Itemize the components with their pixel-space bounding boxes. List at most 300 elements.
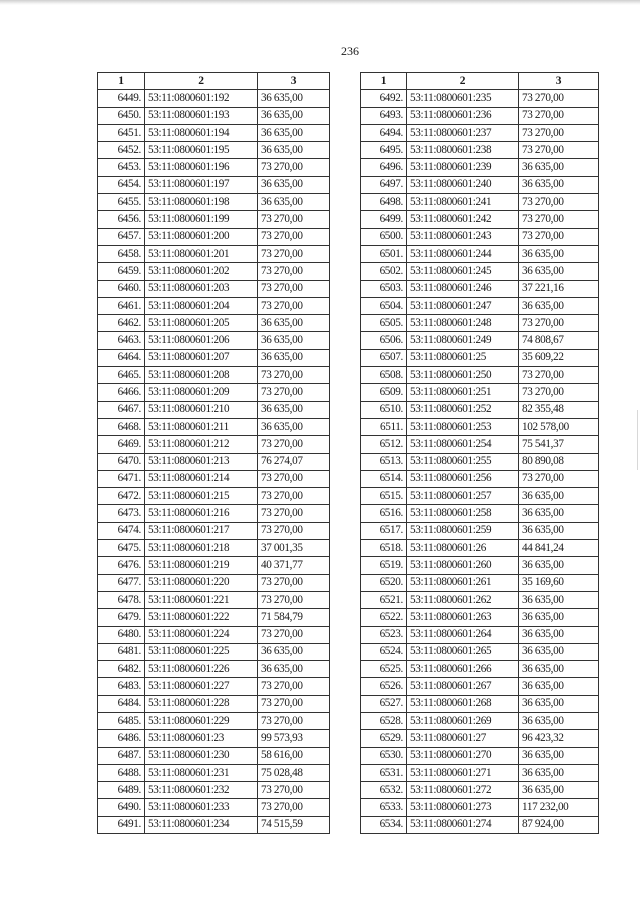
value: 87 924,00 xyxy=(519,816,599,833)
value: 73 270,00 xyxy=(258,574,330,591)
table-row xyxy=(361,418,599,435)
table-row xyxy=(361,488,599,505)
row-number: 6516. xyxy=(361,505,407,522)
row-number: 6520. xyxy=(361,574,407,591)
cadastral-number: 53:11:0800601:196 xyxy=(145,159,258,176)
table-row xyxy=(98,799,330,816)
table-row xyxy=(98,228,330,245)
value: 36 635,00 xyxy=(519,661,599,678)
row-number: 6455. xyxy=(98,194,145,211)
table-row xyxy=(361,245,599,262)
row-number: 6470. xyxy=(98,453,145,470)
value: 36 635,00 xyxy=(519,557,599,574)
row-number: 6523. xyxy=(361,626,407,643)
value: 73 270,00 xyxy=(258,367,330,384)
cadastral-number: 53:11:0800601:202 xyxy=(145,263,258,280)
cadastral-number: 53:11:0800601:222 xyxy=(145,609,258,626)
row-number: 6532. xyxy=(361,782,407,799)
cadastral-number: 53:11:0800601:230 xyxy=(145,747,258,764)
cadastral-number: 53:11:0800601:245 xyxy=(407,263,519,280)
cadastral-number: 53:11:0800601:201 xyxy=(145,245,258,262)
row-number: 6527. xyxy=(361,695,407,712)
row-number: 6476. xyxy=(98,557,145,574)
cadastral-number: 53:11:0800601:249 xyxy=(407,332,519,349)
value: 117 232,00 xyxy=(519,799,599,816)
table-row xyxy=(361,730,599,747)
row-number: 6504. xyxy=(361,297,407,314)
value: 75 028,48 xyxy=(258,764,330,781)
row-number: 6503. xyxy=(361,280,407,297)
cadastral-number: 53:11:0800601:26 xyxy=(407,540,519,557)
cadastral-number: 53:11:0800601:228 xyxy=(145,695,258,712)
cadastral-number: 53:11:0800601:231 xyxy=(145,764,258,781)
row-number: 6473. xyxy=(98,505,145,522)
row-number: 6463. xyxy=(98,332,145,349)
cadastral-number: 53:11:0800601:215 xyxy=(145,488,258,505)
column-header-1: 1 xyxy=(361,73,407,90)
cadastral-number: 53:11:0800601:256 xyxy=(407,470,519,487)
table-row xyxy=(361,678,599,695)
cadastral-number: 53:11:0800601:25 xyxy=(407,349,519,366)
cadastral-number: 53:11:0800601:220 xyxy=(145,574,258,591)
table-row xyxy=(361,799,599,816)
value: 36 635,00 xyxy=(519,245,599,262)
row-number: 6517. xyxy=(361,522,407,539)
value: 37 001,35 xyxy=(258,540,330,557)
table-row xyxy=(98,470,330,487)
table-row xyxy=(98,678,330,695)
right-table xyxy=(360,72,599,834)
value: 36 635,00 xyxy=(519,159,599,176)
cadastral-number: 53:11:0800601:240 xyxy=(407,176,519,193)
value: 36 635,00 xyxy=(258,349,330,366)
cadastral-number: 53:11:0800601:263 xyxy=(407,609,519,626)
row-number: 6482. xyxy=(98,661,145,678)
value: 73 270,00 xyxy=(519,90,599,107)
cadastral-number: 53:11:0800601:242 xyxy=(407,211,519,228)
table-row xyxy=(361,297,599,314)
value: 73 270,00 xyxy=(258,522,330,539)
table-row xyxy=(98,453,330,470)
row-number: 6500. xyxy=(361,228,407,245)
value: 36 635,00 xyxy=(519,626,599,643)
value: 80 890,08 xyxy=(519,453,599,470)
value: 73 270,00 xyxy=(258,695,330,712)
table-row xyxy=(361,453,599,470)
table-row xyxy=(361,349,599,366)
row-number: 6494. xyxy=(361,124,407,141)
cadastral-number: 53:11:0800601:253 xyxy=(407,418,519,435)
table-row xyxy=(361,574,599,591)
row-number: 6467. xyxy=(98,401,145,418)
value: 36 635,00 xyxy=(519,488,599,505)
table-row xyxy=(361,609,599,626)
table-row xyxy=(98,747,330,764)
table-row xyxy=(361,782,599,799)
table-row xyxy=(361,747,599,764)
table-row xyxy=(98,401,330,418)
value: 73 270,00 xyxy=(519,228,599,245)
value: 73 270,00 xyxy=(519,367,599,384)
value: 36 635,00 xyxy=(258,90,330,107)
row-number: 6498. xyxy=(361,194,407,211)
row-number: 6488. xyxy=(98,764,145,781)
cadastral-number: 53:11:0800601:248 xyxy=(407,315,519,332)
cadastral-number: 53:11:0800601:271 xyxy=(407,764,519,781)
table-row xyxy=(361,176,599,193)
value: 58 616,00 xyxy=(258,747,330,764)
value: 73 270,00 xyxy=(258,626,330,643)
cadastral-number: 53:11:0800601:227 xyxy=(145,678,258,695)
table-row xyxy=(98,194,330,211)
value: 44 841,24 xyxy=(519,540,599,557)
cadastral-number: 53:11:0800601:261 xyxy=(407,574,519,591)
cadastral-number: 53:11:0800601:207 xyxy=(145,349,258,366)
table-row xyxy=(98,557,330,574)
row-number: 6453. xyxy=(98,159,145,176)
cadastral-number: 53:11:0800601:247 xyxy=(407,297,519,314)
row-number: 6530. xyxy=(361,747,407,764)
cadastral-number: 53:11:0800601:27 xyxy=(407,730,519,747)
cadastral-number: 53:11:0800601:251 xyxy=(407,384,519,401)
row-number: 6525. xyxy=(361,661,407,678)
row-number: 6451. xyxy=(98,124,145,141)
left-table-body xyxy=(98,90,330,834)
left-table xyxy=(97,72,330,834)
row-number: 6528. xyxy=(361,712,407,729)
cadastral-number: 53:11:0800601:234 xyxy=(145,816,258,833)
cadastral-number: 53:11:0800601:236 xyxy=(407,107,519,124)
cadastral-number: 53:11:0800601:218 xyxy=(145,540,258,557)
cadastral-number: 53:11:0800601:203 xyxy=(145,280,258,297)
cadastral-number: 53:11:0800601:262 xyxy=(407,591,519,608)
column-header-3: 3 xyxy=(258,73,330,90)
value: 36 635,00 xyxy=(519,782,599,799)
cadastral-number: 53:11:0800601:258 xyxy=(407,505,519,522)
value: 73 270,00 xyxy=(258,211,330,228)
cadastral-number: 53:11:0800601:239 xyxy=(407,159,519,176)
table-row xyxy=(98,712,330,729)
row-number: 6492. xyxy=(361,90,407,107)
table-row xyxy=(361,591,599,608)
value: 35 609,22 xyxy=(519,349,599,366)
cadastral-number: 53:11:0800601:233 xyxy=(145,799,258,816)
value: 35 169,60 xyxy=(519,574,599,591)
value: 36 635,00 xyxy=(519,591,599,608)
value: 73 270,00 xyxy=(519,211,599,228)
row-number: 6519. xyxy=(361,557,407,574)
margin-mark xyxy=(637,410,638,470)
cadastral-number: 53:11:0800601:243 xyxy=(407,228,519,245)
table-row xyxy=(98,522,330,539)
cadastral-number: 53:11:0800601:267 xyxy=(407,678,519,695)
row-number: 6459. xyxy=(98,263,145,280)
row-number: 6515. xyxy=(361,488,407,505)
table-row xyxy=(361,194,599,211)
cadastral-number: 53:11:0800601:192 xyxy=(145,90,258,107)
cadastral-number: 53:11:0800601:214 xyxy=(145,470,258,487)
value: 36 635,00 xyxy=(519,712,599,729)
row-number: 6495. xyxy=(361,142,407,159)
value: 73 270,00 xyxy=(258,470,330,487)
row-number: 6481. xyxy=(98,643,145,660)
value: 73 270,00 xyxy=(258,799,330,816)
row-number: 6478. xyxy=(98,591,145,608)
table-row xyxy=(98,609,330,626)
cadastral-number: 53:11:0800601:199 xyxy=(145,211,258,228)
cadastral-number: 53:11:0800601:204 xyxy=(145,297,258,314)
value: 36 635,00 xyxy=(258,142,330,159)
table-row xyxy=(98,263,330,280)
right-table-header xyxy=(361,73,599,90)
cadastral-number: 53:11:0800601:209 xyxy=(145,384,258,401)
row-number: 6489. xyxy=(98,782,145,799)
value: 36 635,00 xyxy=(258,661,330,678)
cadastral-number: 53:11:0800601:219 xyxy=(145,557,258,574)
scan-edge-artifact xyxy=(0,0,640,5)
cadastral-number: 53:11:0800601:226 xyxy=(145,661,258,678)
table-row xyxy=(361,540,599,557)
row-number: 6518. xyxy=(361,540,407,557)
table-row xyxy=(361,643,599,660)
table-row xyxy=(98,695,330,712)
row-number: 6483. xyxy=(98,678,145,695)
row-number: 6460. xyxy=(98,280,145,297)
cadastral-number: 53:11:0800601:200 xyxy=(145,228,258,245)
page-number: 236 xyxy=(341,44,359,58)
row-number: 6462. xyxy=(98,315,145,332)
value: 71 584,79 xyxy=(258,609,330,626)
value: 36 635,00 xyxy=(258,315,330,332)
table-row xyxy=(98,626,330,643)
table-row xyxy=(361,695,599,712)
table-row xyxy=(98,643,330,660)
table-row xyxy=(98,245,330,262)
row-number: 6471. xyxy=(98,470,145,487)
table-row xyxy=(361,159,599,176)
table-row xyxy=(361,315,599,332)
cadastral-number: 53:11:0800601:272 xyxy=(407,782,519,799)
table-row xyxy=(98,730,330,747)
table-row xyxy=(98,574,330,591)
table-row xyxy=(361,280,599,297)
table-row xyxy=(98,505,330,522)
cadastral-number: 53:11:0800601:266 xyxy=(407,661,519,678)
value: 36 635,00 xyxy=(519,505,599,522)
value: 73 270,00 xyxy=(519,107,599,124)
right-table-body xyxy=(361,90,599,834)
value: 36 635,00 xyxy=(519,263,599,280)
value: 36 635,00 xyxy=(258,643,330,660)
value: 36 635,00 xyxy=(258,176,330,193)
cadastral-number: 53:11:0800601:235 xyxy=(407,90,519,107)
table-row xyxy=(98,159,330,176)
row-number: 6457. xyxy=(98,228,145,245)
row-number: 6472. xyxy=(98,488,145,505)
table-row xyxy=(361,142,599,159)
row-number: 6452. xyxy=(98,142,145,159)
row-number: 6522. xyxy=(361,609,407,626)
cadastral-number: 53:11:0800601:252 xyxy=(407,401,519,418)
value: 36 635,00 xyxy=(519,747,599,764)
cadastral-number: 53:11:0800601:255 xyxy=(407,453,519,470)
column-header-2: 2 xyxy=(407,73,519,90)
value: 96 423,32 xyxy=(519,730,599,747)
cadastral-number: 53:11:0800601:211 xyxy=(145,418,258,435)
row-number: 6477. xyxy=(98,574,145,591)
cadastral-number: 53:11:0800601:198 xyxy=(145,194,258,211)
cadastral-number: 53:11:0800601:269 xyxy=(407,712,519,729)
table-row xyxy=(98,280,330,297)
table-row xyxy=(98,816,330,833)
cadastral-number: 53:11:0800601:232 xyxy=(145,782,258,799)
value: 75 541,37 xyxy=(519,436,599,453)
row-number: 6484. xyxy=(98,695,145,712)
table-row xyxy=(361,470,599,487)
cadastral-number: 53:11:0800601:210 xyxy=(145,401,258,418)
row-number: 6449. xyxy=(98,90,145,107)
table-row xyxy=(361,124,599,141)
row-number: 6507. xyxy=(361,349,407,366)
cadastral-number: 53:11:0800601:229 xyxy=(145,712,258,729)
row-number: 6487. xyxy=(98,747,145,764)
left-table-header xyxy=(98,73,330,90)
value: 73 270,00 xyxy=(258,436,330,453)
table-row xyxy=(98,764,330,781)
cadastral-number: 53:11:0800601:241 xyxy=(407,194,519,211)
row-number: 6466. xyxy=(98,384,145,401)
value: 36 635,00 xyxy=(519,176,599,193)
row-number: 6499. xyxy=(361,211,407,228)
value: 73 270,00 xyxy=(258,159,330,176)
row-number: 6510. xyxy=(361,401,407,418)
row-number: 6508. xyxy=(361,367,407,384)
row-number: 6496. xyxy=(361,159,407,176)
row-number: 6497. xyxy=(361,176,407,193)
cadastral-number: 53:11:0800601:197 xyxy=(145,176,258,193)
row-number: 6513. xyxy=(361,453,407,470)
table-row xyxy=(361,211,599,228)
value: 73 270,00 xyxy=(519,194,599,211)
table-row xyxy=(361,401,599,418)
column-header-1: 1 xyxy=(98,73,145,90)
row-number: 6458. xyxy=(98,245,145,262)
value: 36 635,00 xyxy=(258,418,330,435)
table-row xyxy=(98,124,330,141)
row-number: 6526. xyxy=(361,678,407,695)
value: 73 270,00 xyxy=(258,505,330,522)
table-row xyxy=(98,297,330,314)
cadastral-number: 53:11:0800601:254 xyxy=(407,436,519,453)
table-row xyxy=(361,712,599,729)
table-row xyxy=(361,228,599,245)
value: 73 270,00 xyxy=(258,782,330,799)
cadastral-number: 53:11:0800601:274 xyxy=(407,816,519,833)
value: 73 270,00 xyxy=(519,315,599,332)
value: 99 573,93 xyxy=(258,730,330,747)
row-number: 6469. xyxy=(98,436,145,453)
value: 82 355,48 xyxy=(519,401,599,418)
row-number: 6531. xyxy=(361,764,407,781)
row-number: 6512. xyxy=(361,436,407,453)
table-row xyxy=(98,436,330,453)
value: 36 635,00 xyxy=(258,194,330,211)
value: 40 371,77 xyxy=(258,557,330,574)
cadastral-number: 53:11:0800601:194 xyxy=(145,124,258,141)
table-row xyxy=(361,557,599,574)
value: 73 270,00 xyxy=(258,384,330,401)
table-row xyxy=(361,436,599,453)
cadastral-number: 53:11:0800601:265 xyxy=(407,643,519,660)
row-number: 6479. xyxy=(98,609,145,626)
cadastral-number: 53:11:0800601:268 xyxy=(407,695,519,712)
table-row xyxy=(98,384,330,401)
cadastral-number: 53:11:0800601:273 xyxy=(407,799,519,816)
table-row xyxy=(361,505,599,522)
cadastral-number: 53:11:0800601:205 xyxy=(145,315,258,332)
value: 73 270,00 xyxy=(519,142,599,159)
value: 73 270,00 xyxy=(519,470,599,487)
cadastral-number: 53:11:0800601:260 xyxy=(407,557,519,574)
cadastral-number: 53:11:0800601:216 xyxy=(145,505,258,522)
row-number: 6465. xyxy=(98,367,145,384)
row-number: 6491. xyxy=(98,816,145,833)
table-row xyxy=(98,540,330,557)
cadastral-number: 53:11:0800601:250 xyxy=(407,367,519,384)
value: 36 635,00 xyxy=(258,401,330,418)
cadastral-number: 53:11:0800601:206 xyxy=(145,332,258,349)
table-row xyxy=(361,90,599,107)
cadastral-number: 53:11:0800601:270 xyxy=(407,747,519,764)
value: 73 270,00 xyxy=(258,280,330,297)
row-number: 6485. xyxy=(98,712,145,729)
cadastral-number: 53:11:0800601:212 xyxy=(145,436,258,453)
column-header-2: 2 xyxy=(145,73,258,90)
value: 74 808,67 xyxy=(519,332,599,349)
table-row xyxy=(98,176,330,193)
column-header-3: 3 xyxy=(519,73,599,90)
cadastral-number: 53:11:0800601:264 xyxy=(407,626,519,643)
value: 36 635,00 xyxy=(258,124,330,141)
value: 36 635,00 xyxy=(519,522,599,539)
value: 73 270,00 xyxy=(258,228,330,245)
value: 73 270,00 xyxy=(258,245,330,262)
row-number: 6474. xyxy=(98,522,145,539)
table-row xyxy=(98,367,330,384)
cadastral-number: 53:11:0800601:193 xyxy=(145,107,258,124)
row-number: 6461. xyxy=(98,297,145,314)
table-row xyxy=(361,367,599,384)
row-number: 6511. xyxy=(361,418,407,435)
row-number: 6534. xyxy=(361,816,407,833)
cadastral-number: 53:11:0800601:237 xyxy=(407,124,519,141)
value: 73 270,00 xyxy=(258,712,330,729)
table-row xyxy=(98,90,330,107)
row-number: 6505. xyxy=(361,315,407,332)
value: 36 635,00 xyxy=(519,609,599,626)
table-row xyxy=(98,211,330,228)
cadastral-number: 53:11:0800601:23 xyxy=(145,730,258,747)
value: 36 635,00 xyxy=(258,107,330,124)
value: 73 270,00 xyxy=(519,124,599,141)
table-row xyxy=(361,332,599,349)
table-row xyxy=(98,661,330,678)
value: 73 270,00 xyxy=(519,384,599,401)
value: 73 270,00 xyxy=(258,263,330,280)
table-row xyxy=(361,661,599,678)
value: 73 270,00 xyxy=(258,591,330,608)
row-number: 6521. xyxy=(361,591,407,608)
